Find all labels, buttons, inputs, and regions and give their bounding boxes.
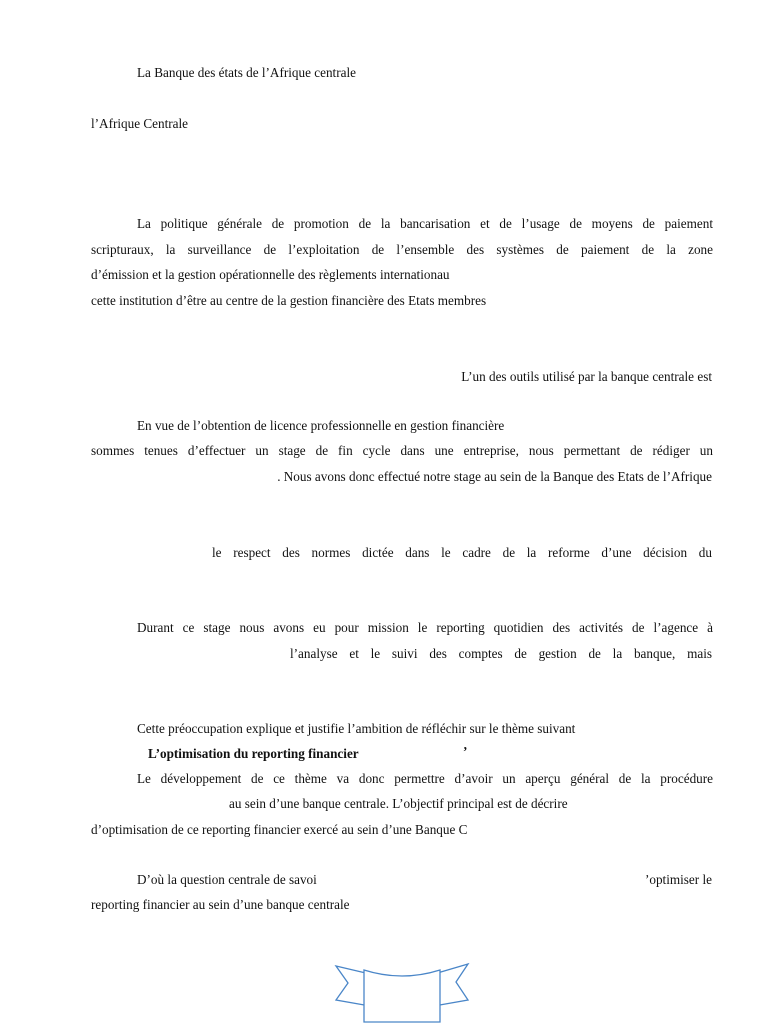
text-line: d’émission et la gestion opérationnelle des règlements internationau bbox=[91, 267, 450, 282]
text-line: sommes tenues d’effectuer un stage de fin cycle dans une entreprise, nous permettant de rédiger un bbox=[91, 443, 713, 458]
text-line: En vue de l’obtention de licence professionnelle en gestion financière bbox=[137, 418, 505, 433]
text-line: cette institution d’être au centre de la gestion financière des Etats membres bbox=[91, 293, 487, 308]
text-line: l’analyse et le suivi des comptes de gestion de la banque, mais bbox=[290, 646, 712, 661]
text-line: scripturaux, la surveillance de l’exploitation de l’ensemble des systèmes de paiement de la zone bbox=[91, 242, 713, 257]
ribbon-shape bbox=[334, 960, 470, 1024]
text-line: d’optimisation de ce reporting financier exercé au sein d’une Banque C bbox=[91, 822, 468, 837]
theme-title: L’optimisation du reporting financier bbox=[148, 746, 359, 761]
text-line: Durant ce stage nous avons eu pour mission le reporting quotidien des activités de l’agence à bbox=[137, 620, 713, 635]
text-line: au sein d’une banque centrale. L’objectif principal est de décrire bbox=[229, 796, 568, 811]
text-line: L’un des outils utilisé par la banque centrale est bbox=[461, 369, 712, 384]
text-line: Le développement de ce thème va donc permettre d’avoir un aperçu général de la procédure bbox=[137, 771, 713, 786]
ribbon-center-banner bbox=[364, 970, 440, 1022]
text-line: reporting financier au sein d’une banque centrale bbox=[91, 897, 350, 912]
text-line: Cette préoccupation explique et justifie l’ambition de réfléchir sur le thème suivant bbox=[137, 721, 576, 736]
text-line: l’Afrique Centrale bbox=[91, 116, 189, 131]
text-line: . Nous avons donc effectué notre stage au sein de la Banque des Etats de l’Afrique bbox=[277, 469, 712, 484]
text-line: La Banque des états de l’Afrique centrale bbox=[137, 65, 356, 80]
text-line: le respect des normes dictée dans le cadre de la reforme d’une décision du bbox=[212, 545, 712, 560]
text-line: D’où la question centrale de savoi bbox=[137, 872, 317, 887]
text-line: La politique générale de promotion de la bancarisation et de l’usage de moyens de paiement bbox=[137, 216, 713, 231]
text-line: ’optimiser le bbox=[644, 872, 712, 887]
text-fragment: ’ bbox=[463, 744, 468, 759]
